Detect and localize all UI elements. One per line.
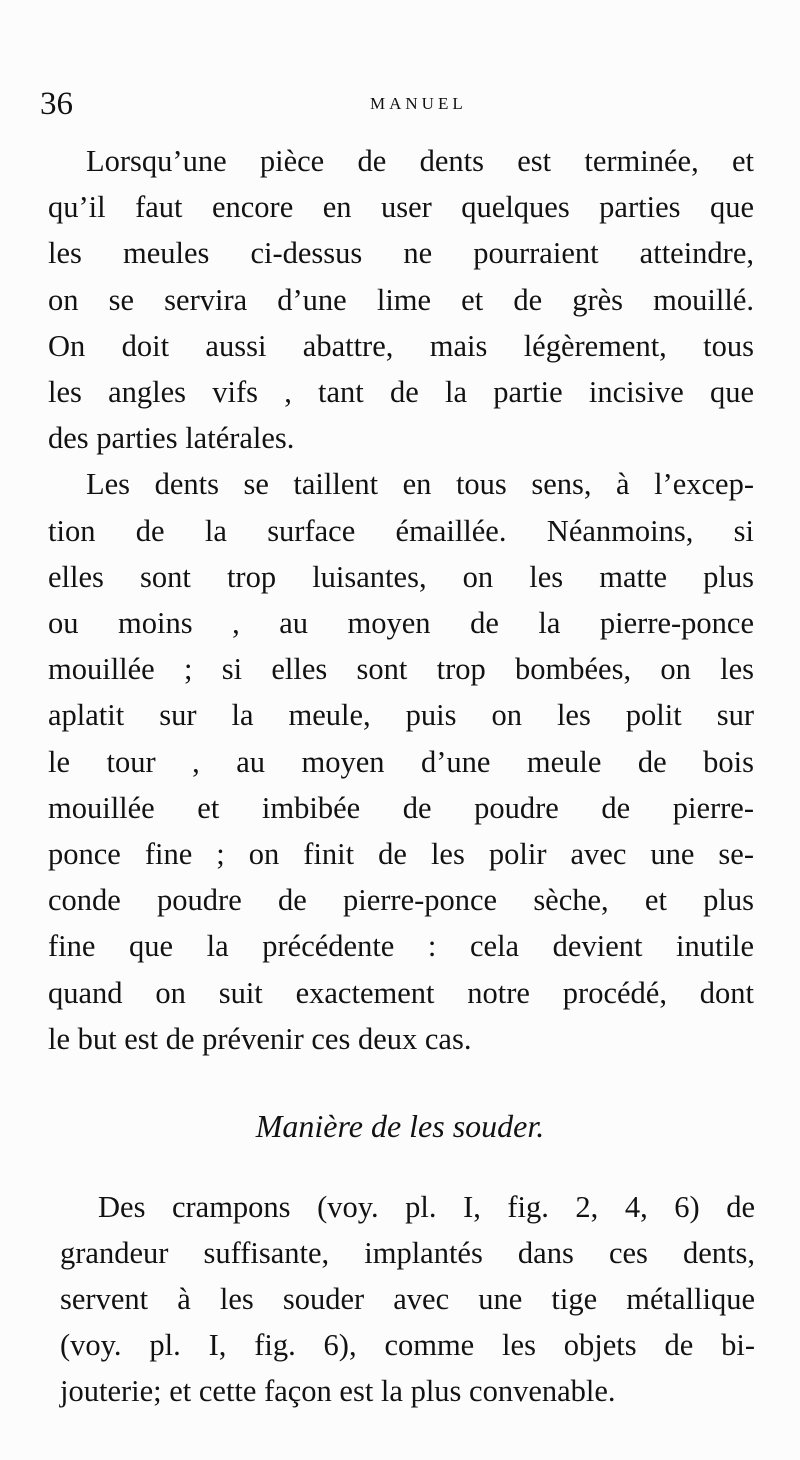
page-number: 36 [40, 86, 73, 122]
text-line: le but est de prévenir ces deux cas. [48, 1021, 472, 1056]
text-line: les meules ci-dessus ne pourraient atteindre, [48, 236, 754, 271]
paragraph-1 [48, 138, 754, 461]
text-line: ponce fine ; on finit de les polir avec une se- [48, 837, 754, 872]
text-line: aplatit sur la meule, puis on les polit sur [48, 698, 754, 733]
text-line: conde poudre de pierre-ponce sèche, et plus [48, 883, 754, 918]
text-line: mouillée ; si elles sont trop bombées, on les [48, 652, 754, 687]
text-line: fine que la précédente : cela devient inutile [48, 929, 754, 964]
text-line: tion de la surface émaillée. Néanmoins, si [48, 513, 754, 548]
text-line: qu’il faut encore en user quelques parties que [48, 190, 754, 225]
text-line: Lorsqu’une pièce de dents est terminée, et [86, 144, 754, 178]
text-line: mouillée et imbibée de poudre de pierre- [48, 790, 754, 825]
text-line: Les dents se taillent en tous sens, à l’excep- [86, 467, 754, 502]
page-header [40, 82, 760, 126]
text-line: (voy. pl. I, fig. 6), comme les objets de bi- [60, 1328, 755, 1362]
text-line: quand on suit exactement notre procédé, dont [48, 975, 754, 1010]
text-line: des parties latérales. [48, 421, 295, 456]
text-line: le tour , au moyen d’une meule de bois [48, 744, 754, 779]
text-line: jouterie; et cette façon est la plus convenable. [60, 1374, 616, 1408]
text-line: Des crampons (voy. pl. I, fig. 2, 4, 6) de [98, 1190, 755, 1224]
text-line: On doit aussi abattre, mais légèrement, tous [48, 328, 754, 363]
body-text-after-title [60, 1184, 755, 1414]
section-title: Manière de les souder. [255, 1108, 545, 1144]
paragraph-2 [48, 461, 754, 1062]
running-head: MANUEL [370, 94, 467, 113]
text-line: ou moins , au moyen de la pierre-ponce [48, 606, 754, 641]
text-line: servent à les souder avec une tige métallique [60, 1282, 755, 1316]
text-line: grandeur suffisante, implantés dans ces dents, [60, 1236, 755, 1270]
text-line: on se servira d’une lime et de grès mouillé. [48, 282, 754, 317]
text-line: elles sont trop luisantes, on les matte plus [48, 559, 754, 594]
body-text [48, 138, 754, 1062]
text-line: les angles vifs , tant de la partie incisive que [48, 375, 754, 410]
